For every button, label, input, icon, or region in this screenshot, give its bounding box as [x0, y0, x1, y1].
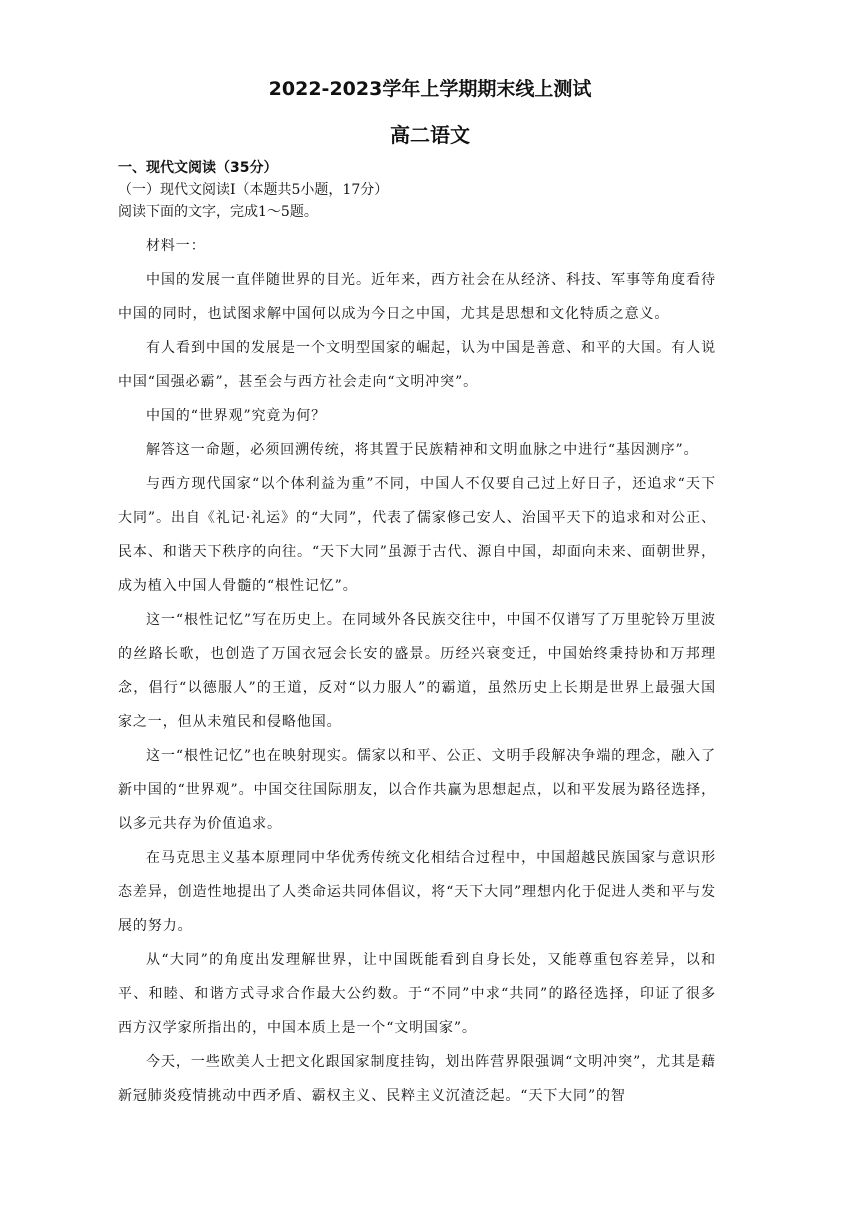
- material-text: [118, 229, 716, 1113]
- reading-instruction: 阅读下面的文字，完成1～5题。: [118, 204, 318, 220]
- exam-subject: 高二语文: [390, 123, 470, 147]
- paragraph: 在马克思主义基本原理同中华优秀传统文化相结合过程中，中国超越民族国家与意识形态差异，创造性地提出了人类命运共同体倡议，将“天下大同”理想内化于促进人类和平与发展的努力。: [118, 850, 716, 934]
- paragraph: 这一“根性记忆”也在映射现实。儒家以和平、公正、文明手段解决争端的理念，融入了新中国的“世界观”。中国交往国际朋友，以合作共赢为思想起点，以和平发展为路径选择，以多元共存为价值追求。: [118, 748, 716, 832]
- paragraph: 解答这一命题，必须回溯传统，将其置于民族精神和文明血脉之中进行“基因测序”。: [146, 442, 699, 458]
- section-heading: 一、现代文阅读（35分）: [118, 160, 278, 176]
- paragraph: 与西方现代国家“以个体利益为重”不同，中国人不仅要自己过上好日子，还追求“天下大同”。出自《礼记·礼运》的“大同”，代表了儒家修己安人、治国平天下的追求和对公正、民本、和谐天下秩序的向往。“天下大同”虽源于古代、源自中国，却面向未来、面朝世界，成为植入中国人骨髓的“根性记忆”。: [118, 476, 716, 594]
- paragraph: 中国的“世界观”究竟为何？: [146, 408, 327, 424]
- material-label: 材料一：: [146, 238, 206, 254]
- exam-title: 2022-2023学年上学期期末线上测试: [268, 78, 592, 100]
- paragraph: 今天，一些欧美人士把文化跟国家制度挂钩，划出阵营界限强调“文明冲突”，尤其是藉新冠肺炎疫情挑动中西矛盾、霸权主义、民粹主义沉渣泛起。“天下大同”的智: [118, 1054, 716, 1104]
- paragraph: 有人看到中国的发展是一个文明型国家的崛起，认为中国是善意、和平的大国。有人说中国“国强必霸”，甚至会与西方社会走向“文明冲突”。: [118, 340, 716, 390]
- paragraph: 这一“根性记忆”写在历史上。在同域外各民族交往中，中国不仅谱写了万里驼铃万里波的丝路长歌，也创造了万国衣冠会长安的盛景。历经兴衰变迁，中国始终秉持协和万邦理念，倡行“以德服人”的王道，反对“以力服人”的霸道，虽然历史上长期是世界上最强大国家之一，但从未殖民和侵略他国。: [118, 612, 716, 730]
- section-subheading: （一）现代文阅读Ⅰ（本题共5小题，17分）: [118, 182, 389, 198]
- paragraph: 中国的发展一直伴随世界的目光。近年来，西方社会在从经济、科技、军事等角度看待中国的同时，也试图求解中国何以成为今日之中国，尤其是思想和文化特质之意义。: [118, 272, 716, 322]
- paragraph: 从“大同”的角度出发理解世界，让中国既能看到自身长处，又能尊重包容差异，以和平、和睦、和谐方式寻求合作最大公约数。于“不同”中求“共同”的路径选择，印证了很多西方汉学家所指出的，中国本质上是一个“文明国家”。: [118, 952, 716, 1036]
